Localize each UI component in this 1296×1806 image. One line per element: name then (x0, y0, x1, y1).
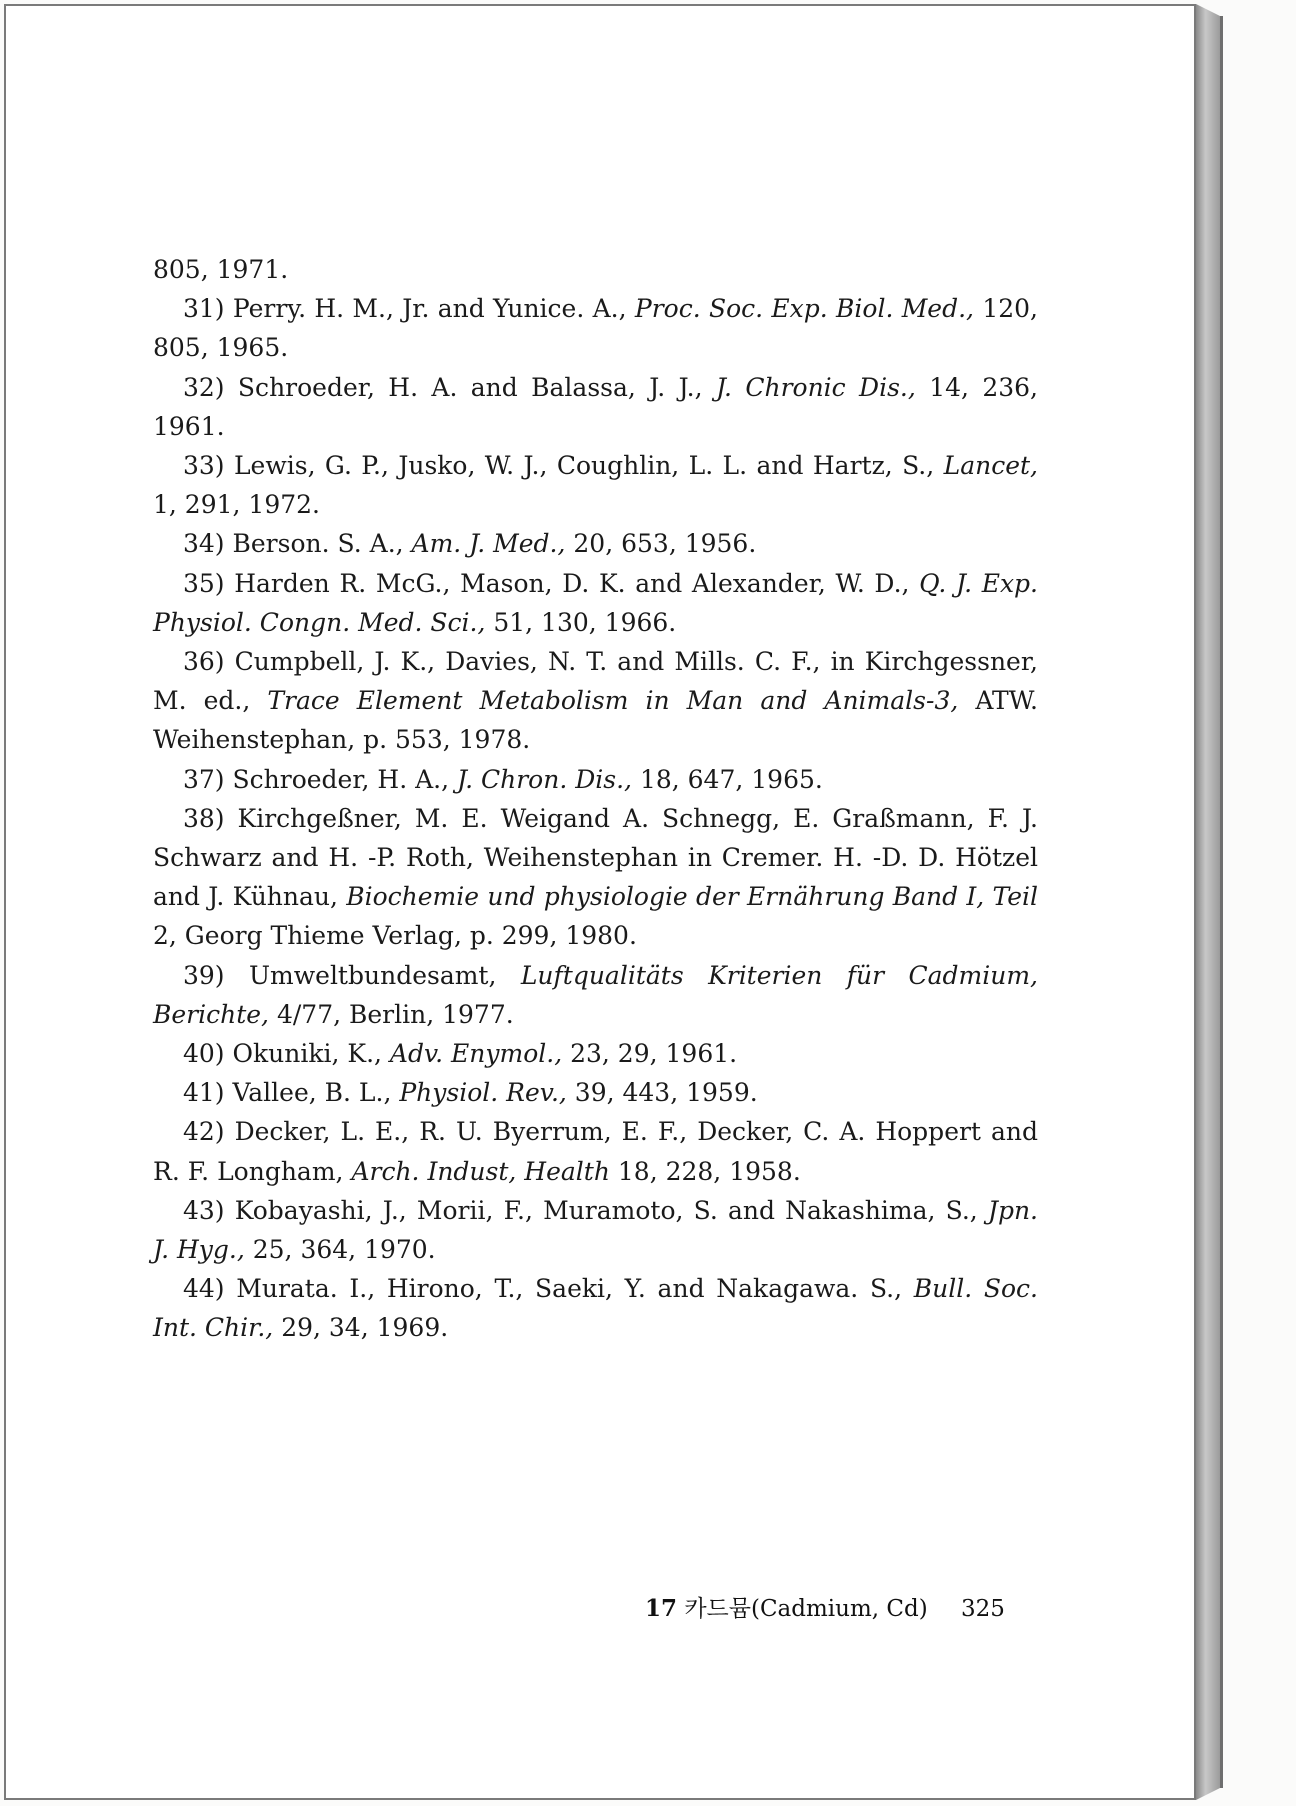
reference-37: 37) Schroeder, H. A., J. Chron. Dis., 18, 647, 1965. (183, 764, 823, 794)
journal-name: Lancet, (943, 451, 1038, 481)
page-stack-edge (1196, 4, 1220, 1800)
reference-42: 42) Decker, L. E., R. U. Byerrum, E. F., Decker, C. A. Hoppert and R. F. Longham, Arch. Indust, Health 18, 228, 1958. (153, 1117, 1038, 1186)
page-stack-shadow (1220, 16, 1223, 1788)
reference-36: 36) Cumpbell, J. K., Davies, N. T. and Mills. C. F., in Kirchgessner, M. ed., Trace Element Metabolism in Man and Animals-3, ATW. Weihenstephan, p. 553, 1978. (153, 647, 1038, 755)
journal-name: Adv. Enymol., (389, 1039, 563, 1069)
reference-32: 32) Schroeder, H. A. and Balassa, J. J., J. Chronic Dis., 14, 236, 1961. (153, 372, 1038, 441)
reference-44: 44) Murata. I., Hirono, T., Saeki, Y. and Nakagawa. S., Bull. Soc. Int. Chir., 29, 34, 1969. (153, 1274, 1039, 1343)
journal-name: J. Chron. Dis., (457, 764, 632, 794)
journal-name: Q. J. Exp. Physiol. Congn. Med. Sci., (153, 568, 1038, 637)
chapter-title: 카드뮴(Cadmium, Cd) (684, 1596, 928, 1622)
journal-name: Jpn. J. Hyg., (153, 1195, 1038, 1265)
journal-name: Biochemie und physiologie der Ernährung Band I, Teil (346, 882, 1039, 912)
reference-list (153, 250, 1038, 1348)
reference-40: 40) Okuniki, K., Adv. Enymol., 23, 29, 1961. (183, 1039, 738, 1069)
journal-name: Am. J. Med., (411, 529, 566, 559)
journal-name: Arch. Indust, Health (351, 1156, 610, 1186)
journal-name: Physiol. Rev., (399, 1078, 567, 1108)
reference-31: 31) Perry. H. M., Jr. and Yunice. A., Proc. Soc. Exp. Biol. Med., 120, 805, 1965. (153, 294, 1038, 363)
reference-41: 41) Vallee, B. L., Physiol. Rev., 39, 443, 1959. (183, 1078, 758, 1108)
reference-35: 35) Harden R. McG., Mason, D. K. and Alexander, W. D., Q. J. Exp. Physiol. Congn. Med. Sci., 51, 130, 1966. (153, 568, 1038, 637)
reference-38: 38) Kirchgeßner, M. E. Weigand A. Schnegg, E. Graßmann, F. J. Schwarz and H. -P. Roth, Weihenstephan in Cremer. H. -D. D. Hötzel and J. Kühnau, Biochemie und physiologie der Ernährung Band I, Teil 2, Georg Thieme Verlag, p. 299, 1980. (153, 803, 1039, 951)
journal-name: Bull. Soc. Int. Chir., (153, 1274, 1039, 1343)
page-number: 325 (961, 1596, 1005, 1622)
reference-43: 43) Kobayashi, J., Morii, F., Muramoto, S. and Nakashima, S., Jpn. J. Hyg., 25, 364, 1970. (153, 1195, 1038, 1265)
reference-continuation: 805, 1971. (153, 255, 289, 284)
reference-39: 39) Umweltbundesamt, Luftqualitäts Kriterien für Cadmium, Berichte, 4/77, Berlin, 1977. (153, 960, 1038, 1029)
journal-name: J. Chronic Dis., (715, 372, 916, 402)
reference-33: 33) Lewis, G. P., Jusko, W. J., Coughlin, L. L. and Hartz, S., Lancet, 1, 291, 1972. (153, 451, 1038, 520)
running-footer (645, 1590, 1015, 1623)
chapter-number: 17 (645, 1595, 678, 1622)
journal-name: Trace Element Metabolism in Man and Animals-3, (267, 686, 959, 716)
journal-name: Proc. Soc. Exp. Biol. Med., (634, 294, 975, 324)
reference-34: 34) Berson. S. A., Am. J. Med., 20, 653, 1956. (183, 529, 757, 559)
journal-name: Luftqualitäts Kriterien für Cadmium, Berichte, (153, 960, 1038, 1029)
